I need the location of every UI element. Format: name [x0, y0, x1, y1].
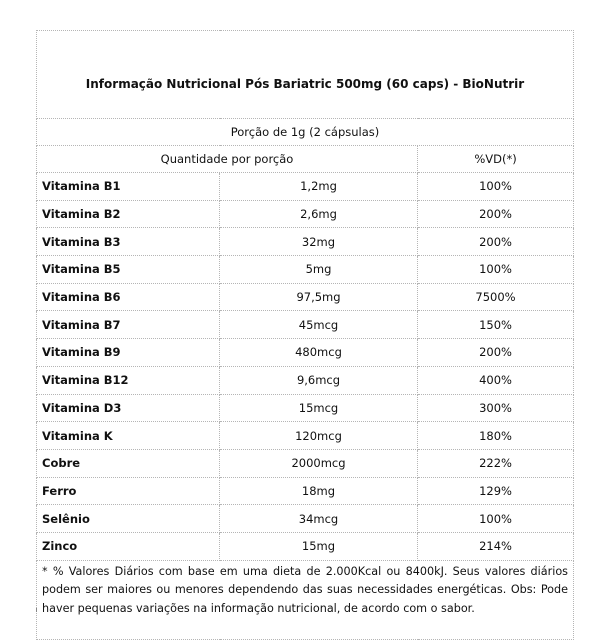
table-row	[37, 200, 574, 228]
nutrient-vd: 7500%	[418, 283, 574, 311]
nutrient-vd: 100%	[418, 256, 574, 284]
nutrient-vd: 180%	[418, 422, 574, 450]
portion-row	[37, 119, 574, 146]
nutrient-amount: 15mcg	[220, 394, 418, 422]
nutrient-name: Vitamina D3	[37, 394, 220, 422]
footnote: * % Valores Diários com base em uma dieta de 2.000Kcal ou 8400kJ. Seus valores diários podem ser maiores ou menores dependendo das suas necessidades energéticas. Obs: Pode haver pequenas variações na informação nutricional, de acordo com o sabor.	[37, 560, 574, 639]
nutrient-name: Vitamina K	[37, 422, 220, 450]
nutrient-amount: 34mcg	[220, 505, 418, 533]
nutrient-amount: 32mg	[220, 228, 418, 256]
portion-size: Porção de 1g (2 cápsulas)	[37, 119, 574, 146]
nutrient-vd: 129%	[418, 477, 574, 505]
nutrient-amount: 97,5mg	[220, 283, 418, 311]
table-row	[37, 311, 574, 339]
nutrient-amount: 120mcg	[220, 422, 418, 450]
nutrient-amount: 18mg	[220, 477, 418, 505]
table-row	[37, 449, 574, 477]
nutrient-name: Vitamina B1	[37, 173, 220, 201]
nutrient-vd: 300%	[418, 394, 574, 422]
nutrient-vd: 100%	[418, 505, 574, 533]
nutrition-facts-table	[36, 30, 573, 640]
table-row	[37, 228, 574, 256]
nutrient-amount: 2,6mg	[220, 200, 418, 228]
table-title: Informação Nutricional Pós Bariatric 500mg (60 caps) - BioNutrir	[37, 31, 574, 119]
table-row	[37, 283, 574, 311]
nutrient-amount: 5mg	[220, 256, 418, 284]
title-row	[37, 31, 574, 119]
table-row	[37, 477, 574, 505]
table-row	[37, 532, 574, 560]
nutrient-name: Ferro	[37, 477, 220, 505]
nutrient-vd: 200%	[418, 228, 574, 256]
nutrient-name: Vitamina B9	[37, 339, 220, 367]
nutrient-name: Cobre	[37, 449, 220, 477]
table-row	[37, 505, 574, 533]
nutrient-vd: 400%	[418, 366, 574, 394]
nutrient-name: Vitamina B12	[37, 366, 220, 394]
small-tick-mark	[36, 608, 37, 612]
footnote-row	[37, 560, 574, 639]
nutrient-name: Zinco	[37, 532, 220, 560]
nutrient-name: Vitamina B2	[37, 200, 220, 228]
table-row	[37, 366, 574, 394]
nutrient-name: Vitamina B3	[37, 228, 220, 256]
nutrient-amount: 1,2mg	[220, 173, 418, 201]
table-row	[37, 256, 574, 284]
table-row	[37, 422, 574, 450]
nutrient-amount: 2000mcg	[220, 449, 418, 477]
nutrient-amount: 9,6mcg	[220, 366, 418, 394]
nutrient-name: Vitamina B7	[37, 311, 220, 339]
nutrient-vd: 222%	[418, 449, 574, 477]
nutrient-vd: 200%	[418, 200, 574, 228]
nutrient-amount: 45mcg	[220, 311, 418, 339]
table-row	[37, 339, 574, 367]
nutrient-name: Selênio	[37, 505, 220, 533]
header-row	[37, 146, 574, 173]
nutrient-name: Vitamina B5	[37, 256, 220, 284]
table-row	[37, 173, 574, 201]
nutrient-amount: 480mcg	[220, 339, 418, 367]
table-row	[37, 394, 574, 422]
nutrient-vd: 214%	[418, 532, 574, 560]
column-header-vd: %VD(*)	[418, 146, 574, 173]
nutrient-vd: 100%	[418, 173, 574, 201]
nutrient-name: Vitamina B6	[37, 283, 220, 311]
nutrient-amount: 15mg	[220, 532, 418, 560]
nutrient-vd: 150%	[418, 311, 574, 339]
column-header-quantity: Quantidade por porção	[37, 146, 418, 173]
nutrient-vd: 200%	[418, 339, 574, 367]
